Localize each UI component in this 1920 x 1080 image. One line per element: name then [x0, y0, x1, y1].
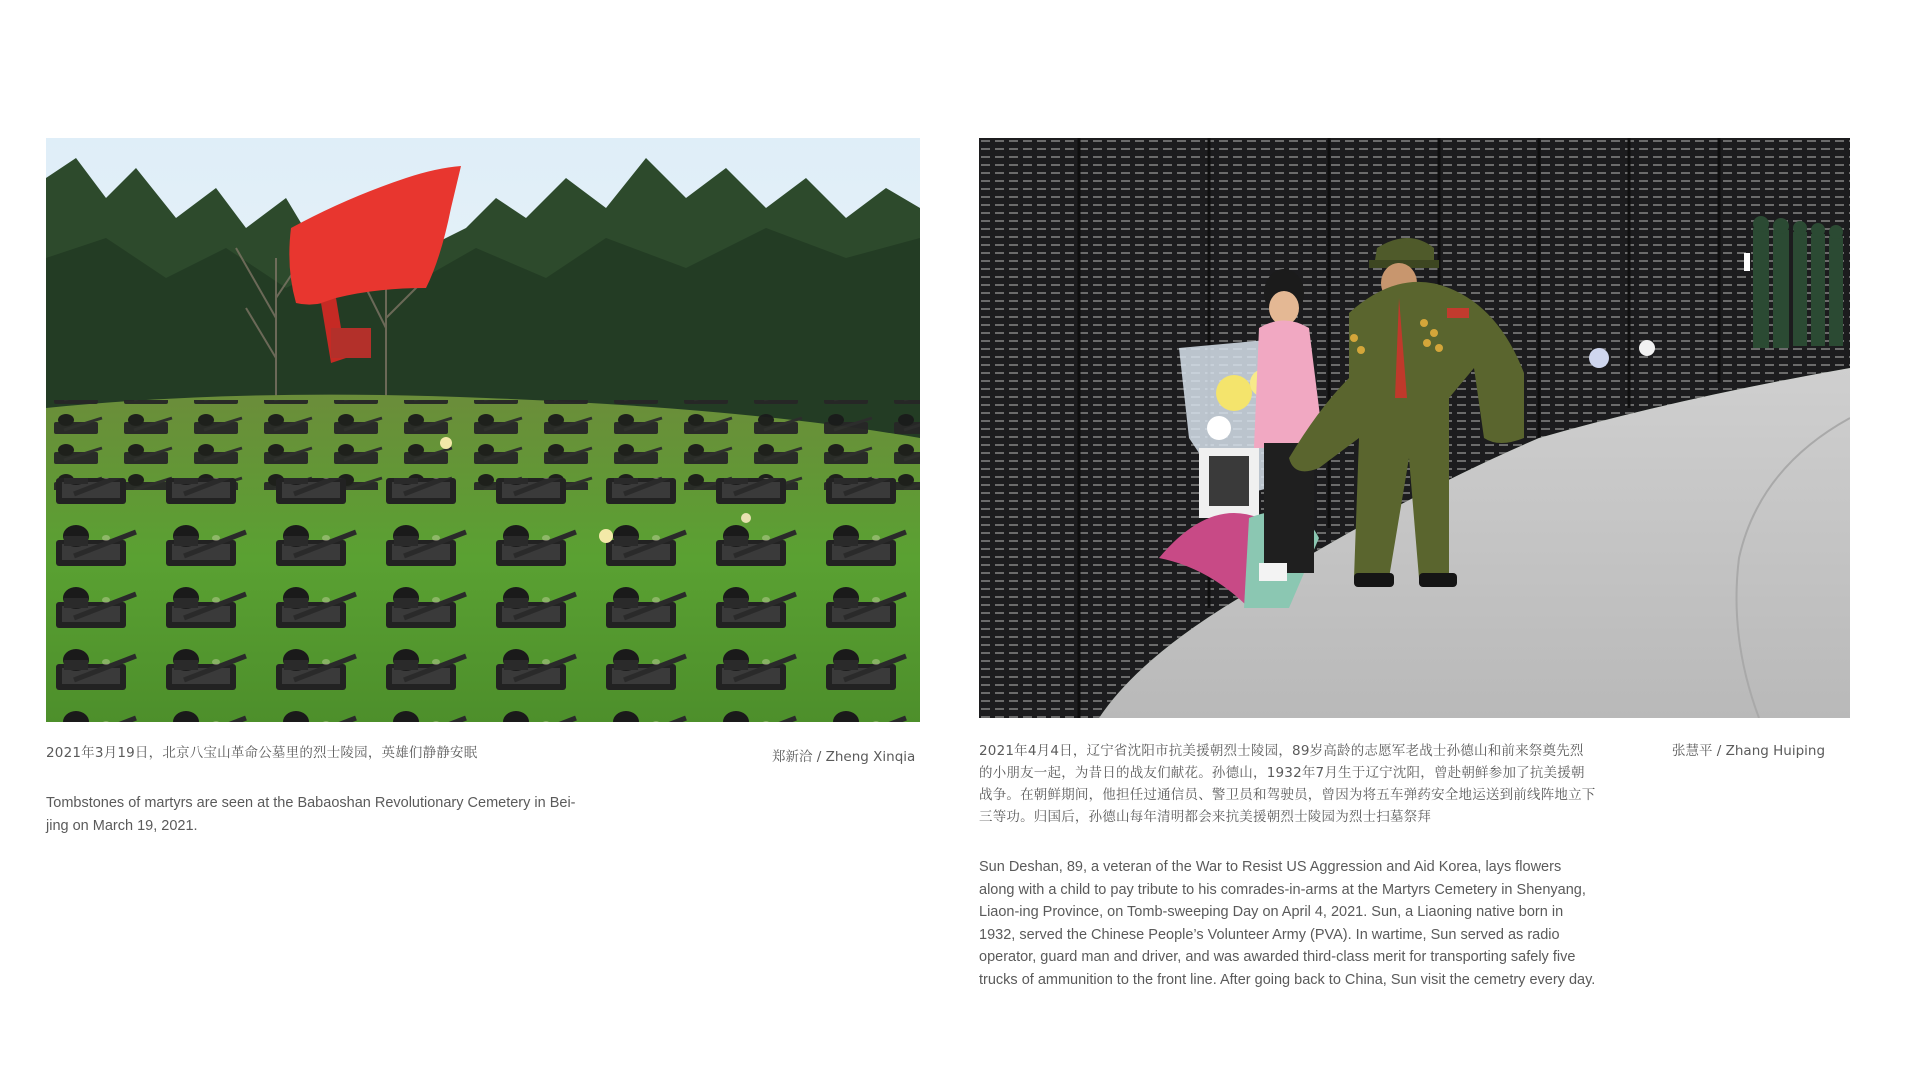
- right-caption-english: Sun Deshan, 89, a veteran of the War to Resist US Aggression and Aid Korea, lays flowers along with a child to pay tribute to his comrades-in-arms at the Martyrs Cemetery in Shenyang, Liaon-ing Province, on Tomb-sweeping Day on April 4, 2021. Sun, a Liaoning native born in 1932, served the Chinese People’s Volunteer Army (PVA). In wartime, Sun served as radio operator, guard man and driver, and was awarded third-class merit for transporting safely five trucks of ammunition to the front line. After going back to China, Sun visit the cemetry every day.: [979, 859, 1596, 988]
- right-caption-chinese: 2021年4月4日，辽宁省沈阳市抗美援朝烈士陵园，89岁高龄的志愿军老战士孙德山和前来祭奠先烈的小朋友一起，为昔日的战友们献花。孙德山，1932年7月生于辽宁沈阳，曾赴朝鲜参加了抗美援朝战争。在朝鲜期间，他担任过通信员、警卫员和驾驶员，曾因为将五车弹药安全地运送到前线阵地立下三等功。归国后，孙德山每年清明都会来抗美援朝烈士陵园为烈士扫墓祭拜: [979, 743, 1596, 825]
- right-photo-credit: 张慧平 / Zhang Huiping: [1672, 743, 1826, 759]
- shenyang-veteran-laying-flowers-photo: [979, 138, 1850, 718]
- left-caption-english: Tombstones of martyrs are seen at the Babaoshan Revolutionary Cemetery in Bei-jing on March 19, 2021.: [46, 795, 576, 834]
- left-caption-chinese: 2021年3月19日，北京八宝山革命公墓里的烈士陵园，英雄们静静安眠: [46, 745, 478, 761]
- babaoshan-martyrs-tombstones-photo: [46, 138, 920, 722]
- left-photo-credit: 郑新洽 / Zheng Xinqia: [772, 749, 916, 765]
